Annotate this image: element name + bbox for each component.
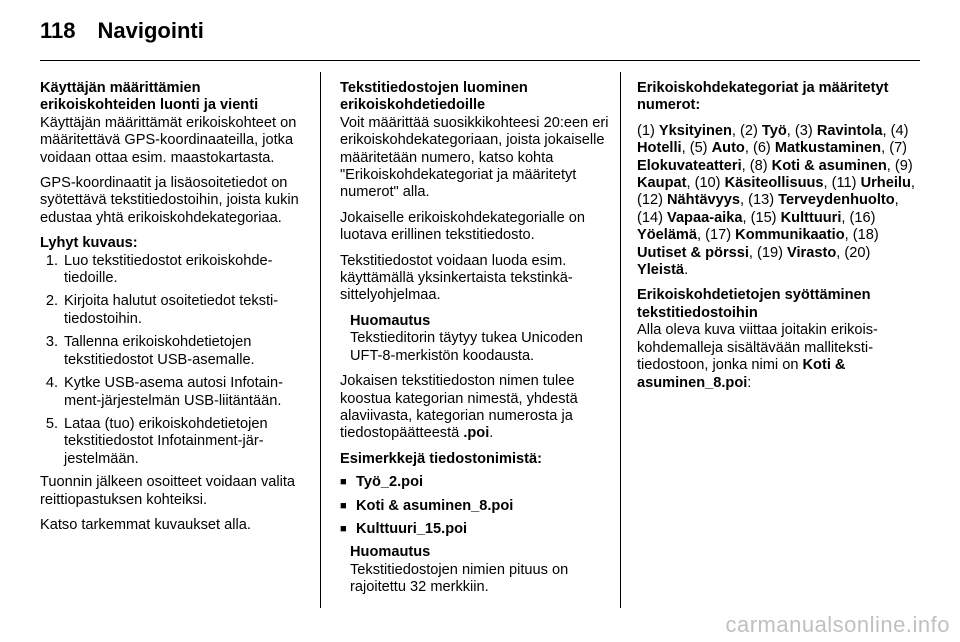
section-heading-create-files: Tekstitiedostojen luominen erikoiskohdetiedoille: [340, 80, 528, 114]
paragraph: Voit määrittää suosikkikohteesi 20:een eri erikoiskohdekategoriaan, joista jokaiselle määritetään numero, katso kohta "Erikoiskohdekategoriat ja määritetyt numerot" alla.: [340, 114, 609, 201]
category-name: Auto: [711, 140, 745, 157]
section-heading-create-export: Käyttäjän määrittämien erikoiskohteiden luonti ja vienti: [40, 80, 259, 114]
category-number: (20): [844, 244, 871, 261]
category-name: Kaupat: [637, 175, 687, 192]
category-number: (5): [689, 140, 708, 157]
category-separator: ,: [697, 227, 706, 244]
list-item: 5. Lataa (tuo) erikoiskohdetietojen tekstitiedostot Infotainment-järjestelmään.: [45, 415, 268, 467]
category-name: Yöelämä: [637, 227, 698, 244]
category-number: (11): [831, 175, 857, 192]
category-separator: ,: [823, 175, 832, 192]
category-name: Työ: [761, 122, 787, 139]
category-separator: ,: [882, 122, 891, 139]
section-heading-categories: Erikoiskohdekategoriat ja määritetyt numerot:: [637, 80, 889, 114]
category-name: Käsiteollisuus: [724, 175, 824, 192]
note-box: [340, 544, 612, 596]
category-name: Koti & asuminen: [771, 157, 887, 174]
note-title: Huomautus: [350, 312, 431, 329]
category-separator: ,: [748, 244, 758, 261]
category-separator: ,: [841, 209, 850, 226]
paragraph: Käyttäjän määrittämät erikoiskohteet on määritettävä GPS-koordinaateilla, jotka voidaan ottaa esim. maastokartasta.: [40, 114, 297, 166]
category-name: Kommunikaatio: [735, 227, 845, 244]
category-name: Ravintola: [816, 122, 883, 139]
note-title: Huomautus: [350, 544, 431, 561]
list-item: 1. Luo tekstitiedostot erikoiskohdetiedoille.: [45, 252, 273, 287]
section-heading-enter-data: Erikoiskohdetietojen syöttäminen tekstitiedostoihin: [637, 287, 871, 321]
note-box: [340, 313, 612, 365]
paragraph: Jokaiselle erikoiskohdekategorialle on luotava erillinen tekstitiedosto.: [340, 209, 585, 244]
page-title: Navigointi: [97, 18, 204, 43]
category-separator: ,: [744, 140, 753, 157]
list-item: ■ Koti & asuminen_8.poi: [340, 498, 612, 515]
category-separator: ,: [741, 157, 750, 174]
category-separator: ,: [740, 192, 749, 209]
category-number: (2): [740, 122, 758, 139]
category-separator: ,: [836, 244, 845, 261]
page-number: 118: [40, 18, 76, 43]
category-name: Nähtävyys: [667, 192, 741, 209]
paragraph: Jokaisen tekstitiedoston nimen tulee koostua kategorian nimestä, yhdestä alaviivasta, kategorian numerosta ja tiedostopäätteestä .poi.: [340, 373, 578, 442]
category-separator: ,: [731, 122, 741, 139]
category-name: Virasto: [787, 244, 837, 261]
category-separator: ,: [742, 209, 751, 226]
category-number: (15): [750, 209, 777, 226]
category-separator: .: [684, 262, 689, 279]
category-name: Terveydenhuolto: [778, 192, 895, 209]
paragraph: Alla oleva kuva viittaa joitakin erikoiskohdemalleja sisältävään mallitekstitiedostoon, jonka nimi on Koti & asuminen_8.poi:: [637, 322, 878, 391]
category-name: Kulttuuri: [780, 209, 842, 226]
examples-list: [340, 474, 612, 538]
column-2: [340, 80, 612, 605]
column-divider-1: [320, 72, 321, 608]
category-number: (16): [849, 209, 876, 226]
category-name: Hotelli: [637, 140, 682, 157]
category-name: Vapaa-aika: [667, 209, 743, 226]
category-separator: ,: [681, 140, 690, 157]
column-1: [40, 80, 308, 542]
paragraph: GPS-koordinaatit ja lisäosoitetiedot on syötettävä tekstitiedostoihin, joista kukin edustaa yhtä erikoiskohdekategoriaa.: [40, 175, 299, 226]
category-name: Yleistä: [637, 262, 685, 279]
header-rule: [40, 60, 920, 61]
category-number: (17): [705, 227, 732, 244]
examples-heading: Esimerkkejä tiedostonimistä:: [340, 450, 542, 467]
category-number: (12): [637, 192, 663, 209]
category-separator: ,: [844, 227, 853, 244]
category-number: (1): [637, 122, 655, 139]
category-number: (4): [890, 122, 909, 139]
category-number: (6): [752, 140, 771, 157]
category-number: (10): [694, 175, 721, 192]
category-list: [637, 123, 919, 280]
category-number: (19): [757, 244, 783, 261]
list-item: ■ Kulttuuri_15.poi: [340, 521, 612, 538]
category-name: Urheilu: [860, 175, 911, 192]
category-number: (3): [794, 122, 813, 139]
column-divider-2: [620, 72, 621, 608]
category-name: Matkustaminen: [774, 140, 882, 157]
paragraph: Tuonnin jälkeen osoitteet voidaan valita reittiopastuksen kohteiksi.: [40, 474, 296, 508]
category-name: Uutiset & pörssi: [637, 244, 749, 261]
list-heading: Lyhyt kuvaus:: [40, 235, 138, 252]
category-separator: ,: [886, 157, 895, 174]
category-separator: ,: [881, 140, 890, 157]
list-item: 4. Kytke USB-asema autosi Infotainment-järjestelmän USB-liitäntään.: [45, 375, 284, 409]
page-header: [40, 18, 204, 44]
note-text: Tekstieditorin täytyy tukea Unicoden UFT-8-merkistön koodausta.: [350, 330, 583, 364]
category-number: (18): [852, 227, 879, 244]
category-separator: ,: [910, 175, 915, 192]
category-name: Yksityinen: [658, 122, 732, 139]
category-number: (8): [749, 157, 768, 174]
paragraph: Katso tarkemmat kuvaukset alla.: [40, 516, 251, 533]
column-3: [637, 80, 919, 400]
note-text: Tekstitiedostojen nimien pituus on rajoitettu 32 merkkiin.: [350, 561, 569, 596]
category-separator: ,: [686, 175, 695, 192]
category-number: (9): [894, 157, 913, 174]
category-name: Elokuvateatteri: [637, 157, 742, 174]
category-number: (13): [748, 192, 775, 209]
steps-list: [40, 253, 308, 468]
list-item: 2. Kirjoita halutut osoitetiedot tekstitiedostoihin.: [45, 293, 279, 327]
paragraph: Tekstitiedostot voidaan luoda esim. käyttämällä yksinkertaista tekstinkäsittelyohjelmaa.: [340, 252, 573, 304]
category-number: (7): [889, 140, 908, 157]
list-item: ■ Työ_2.poi: [340, 474, 612, 491]
list-item: 3. Tallenna erikoiskohdetietojen tekstitiedostot USB-asemalle.: [45, 334, 255, 368]
watermark: carmanualsonline.info: [725, 612, 950, 637]
category-separator: ,: [894, 192, 899, 209]
category-number: (14): [637, 209, 663, 226]
category-separator: ,: [786, 122, 795, 139]
